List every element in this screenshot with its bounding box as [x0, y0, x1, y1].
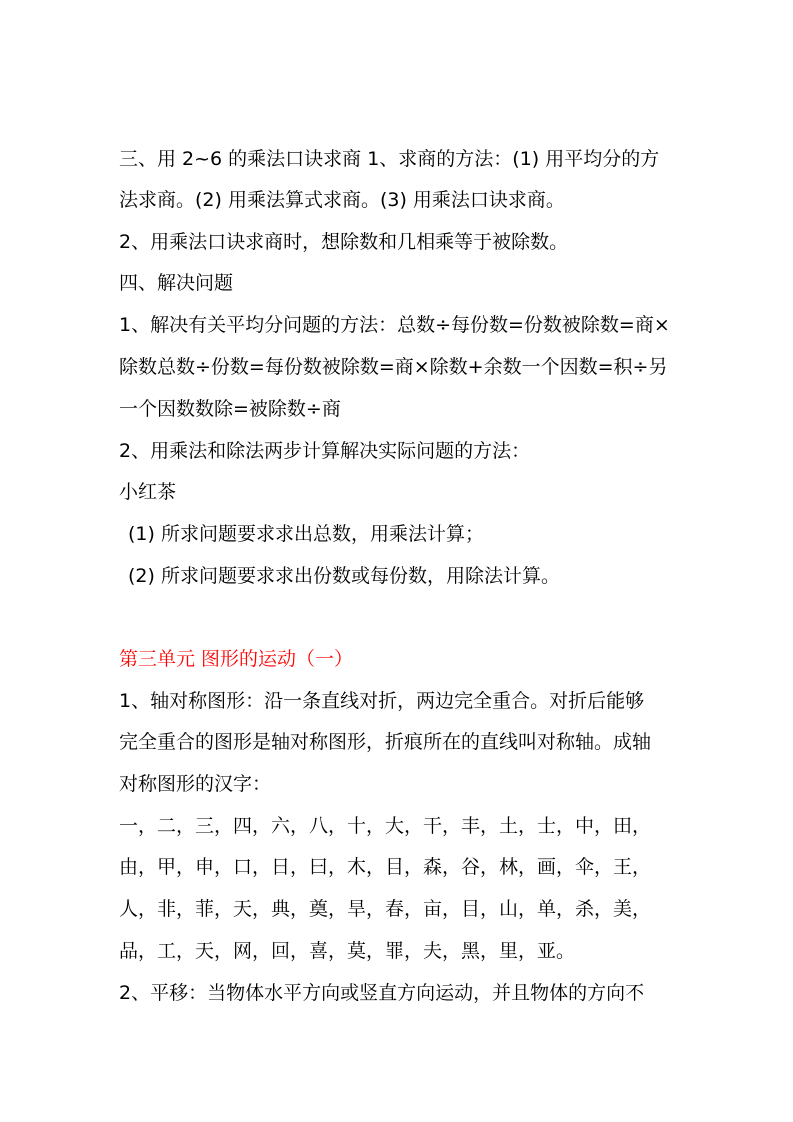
text-line: 一个因数数除=被除数÷商 [119, 398, 341, 420]
text-line: 1、解决有关平均分问题的方法：总数÷每份数=份数被除数=商× [119, 314, 670, 336]
text-line: (1) 所求问题要求求出总数，用乘法计算； [128, 523, 484, 545]
text-line: 一，二，三，四，六，八，十，大，干，丰，土，士，中，田， [119, 815, 652, 837]
text-line: 完全重合的图形是轴对称图形，折痕所在的直线叫对称轴。成轴 [119, 731, 652, 753]
text-line: 2、平移：当物体水平方向或竖直方向运动，并且物体的方向不 [119, 982, 645, 1004]
section-heading: 四、解决问题 [119, 272, 234, 294]
text-line: 对称图形的汉字： [119, 773, 272, 795]
text-line: (2) 所求问题要求求出份数或每份数，用除法计算。 [128, 565, 560, 587]
text-line: 2、用乘法和除法两步计算解决实际问题的方法： [119, 440, 531, 462]
unit-heading: 第三单元 图形的运动（一） [119, 648, 354, 670]
text-line: 品，工，天，网，回，喜，莫，罪，夫，黑，里，亚。 [119, 940, 576, 962]
text-line: 2、用乘法口诀求商时，想除数和几相乘等于被除数。 [119, 231, 569, 253]
text-line: 由，甲，申，口，日，曰，木，目，森，谷，林，画，伞，王， [119, 856, 652, 878]
text-line: 人，非，菲，天，典，奠，旱，春，亩，目，山，单，杀，美， [119, 898, 652, 920]
text-line: 小红茶 [119, 481, 177, 503]
text-line: 法求商。(2) 用乘法算式求商。(3) 用乘法口诀求商。 [119, 189, 565, 211]
text-line: 1、轴对称图形：沿一条直线对折，两边完全重合。对折后能够 [119, 690, 645, 712]
text-line: 三、用 2~6 的乘法口诀求商 1、求商的方法：(1) 用平均分的方 [119, 148, 660, 170]
text-line: 除数总数÷份数=每份数被除数=商×除数+余数一个因数=积÷另 [119, 356, 668, 378]
